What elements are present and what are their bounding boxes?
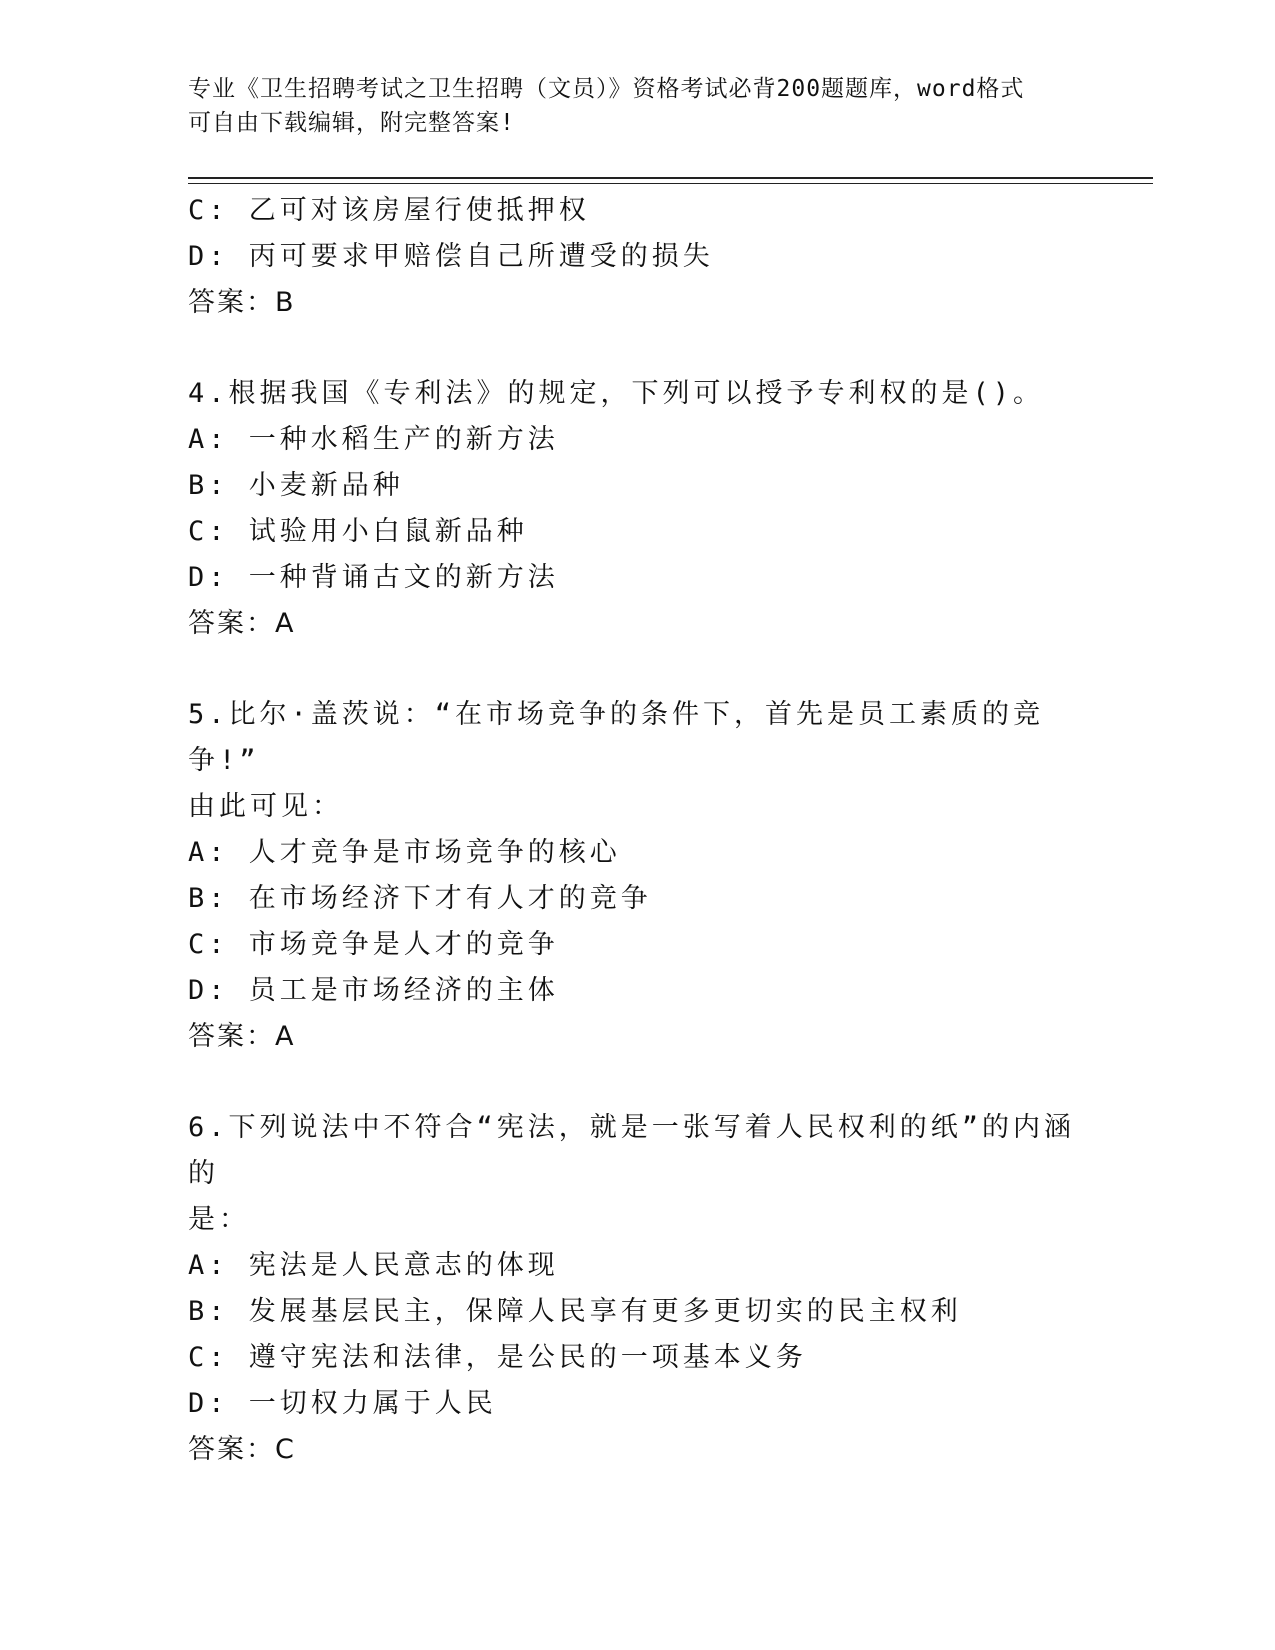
option-b: B: 在市场经济下才有人才的竞争 <box>188 883 652 914</box>
answer-line: 答案：B <box>188 287 296 318</box>
header-title-line-2: 可自由下载编辑，附完整答案! <box>188 110 515 136</box>
question-gap <box>188 647 1088 692</box>
answer-line: 答案：A <box>188 1021 296 1052</box>
question-4 <box>188 371 1088 647</box>
question-6 <box>188 1105 1088 1473</box>
option-b: B: 小麦新品种 <box>188 470 404 501</box>
question-stem: 4.根据我国《专利法》的规定，下列可以授予专利权的是()。 <box>188 378 1045 409</box>
header-divider-thin <box>188 183 1153 184</box>
option-b: B: 发展基层民主，保障人民享有更多更切实的民主权利 <box>188 1296 962 1327</box>
answer-line: 答案：A <box>188 608 296 639</box>
question-stem: 5.比尔·盖茨说：“在市场竞争的条件下，首先是员工素质的竞争!” <box>188 699 1045 776</box>
option-d: D: 一切权力属于人民 <box>188 1388 497 1419</box>
option-d: D: 一种背诵古文的新方法 <box>188 562 559 593</box>
header-divider-thick <box>188 177 1153 179</box>
question-list <box>188 188 1088 1473</box>
question-gap <box>188 326 1088 371</box>
option-d: D: 员工是市场经济的主体 <box>188 975 559 1006</box>
option-a: A: 宪法是人民意志的体现 <box>188 1250 559 1281</box>
option-c: C: 乙可对该房屋行使抵押权 <box>188 195 590 226</box>
answer-line: 答案：C <box>188 1434 296 1465</box>
option-d: D: 丙可要求甲赔偿自己所遭受的损失 <box>188 241 714 272</box>
question-stem-continued: 是： <box>188 1204 250 1235</box>
question-stem-continued: 由此可见： <box>188 791 343 822</box>
question-stem: 6.下列说法中不符合“宪法，就是一张写着人民权利的纸”的内涵的 <box>188 1112 1076 1189</box>
option-c: C: 遵守宪法和法律，是公民的一项基本义务 <box>188 1342 807 1373</box>
header-title-line-1: 专业《卫生招聘考试之卫生招聘（文员）》资格考试必背200题题库，word格式 <box>188 76 1025 102</box>
option-c: C: 试验用小白鼠新品种 <box>188 516 528 547</box>
document-header <box>188 72 1088 140</box>
question-gap <box>188 1060 1088 1105</box>
option-c: C: 市场竞争是人才的竞争 <box>188 929 559 960</box>
question-5 <box>188 692 1088 1060</box>
question-3-tail <box>188 188 1088 326</box>
option-a: A: 人才竞争是市场竞争的核心 <box>188 837 621 868</box>
option-a: A: 一种水稻生产的新方法 <box>188 424 559 455</box>
